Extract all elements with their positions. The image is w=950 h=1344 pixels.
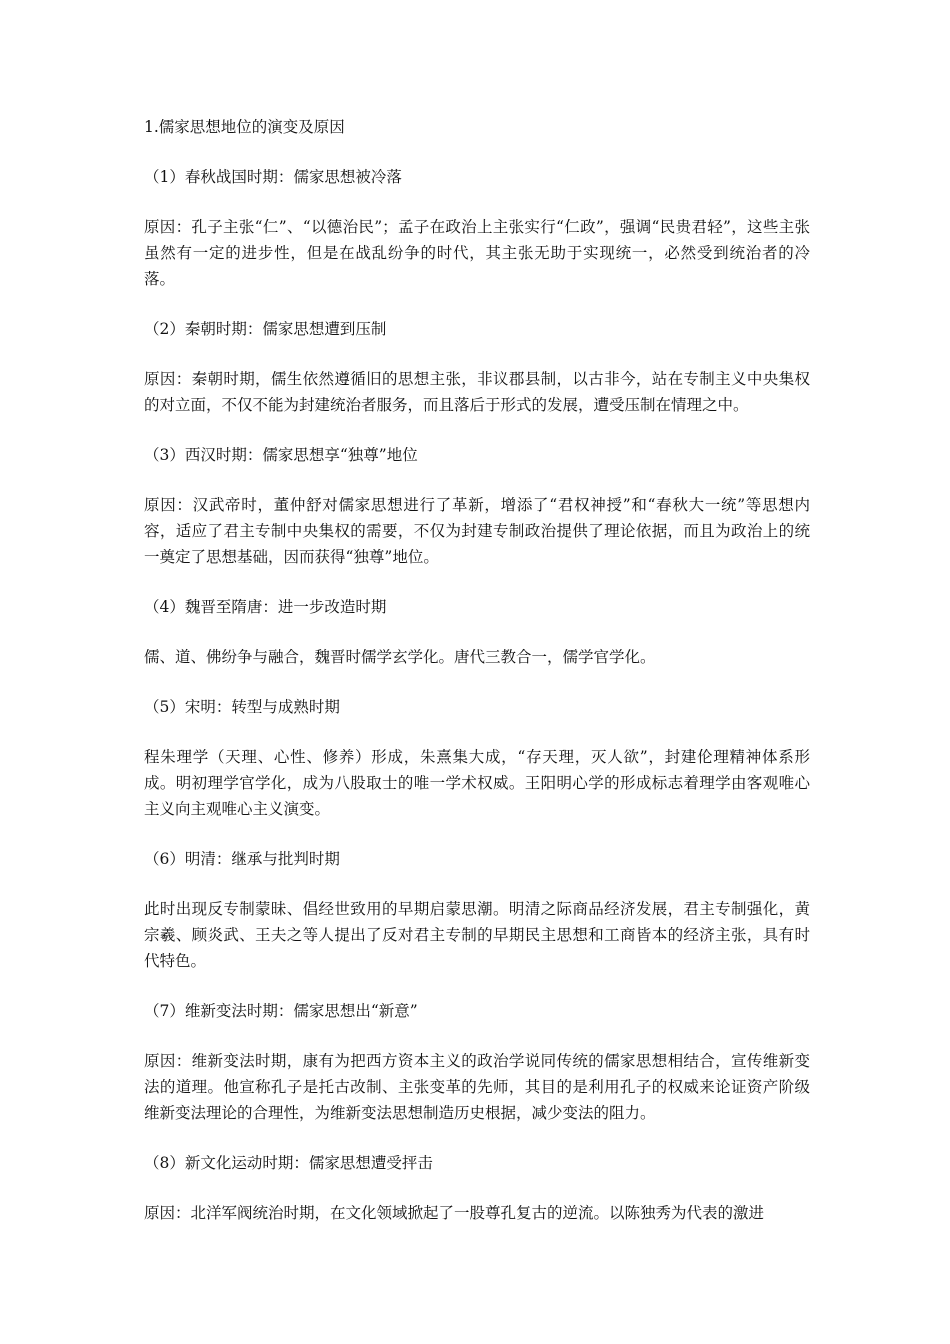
section-text-8: 原因：北洋军阀统治时期，在文化领域掀起了一股尊孔复古的逆流。以陈独秀为代表的激进 [144,1204,765,1222]
section-text-2: 原因：秦朝时期，儒生依然遵循旧的思想主张，非议郡县制，以古非今，站在专制主义中央集权的对立面，不仅不能为封建统治者服务，而且落后于形式的发展，遭受压制在情理之中。 [144,370,810,414]
section-text-5: 程朱理学（天理、心性、修养）形成，朱熹集大成，“存天理，灭人欲”，封建伦理精神体系形成。明初理学官学化，成为八股取士的唯一学术权威。王阳明心学的形成标志着理学由客观唯心主义向主观唯心主义演变。 [144,748,810,818]
section-heading-5: （5）宋明：转型与成熟时期 [144,698,340,716]
section-text-1: 原因：孔子主张“仁”、“以德治民”；孟子在政治上主张实行“仁政”，强调“民贵君轻”，这些主张虽然有一定的进步性，但是在战乱纷争的时代，其主张无助于实现统一，必然受到统治者的冷落。 [144,218,810,288]
section-heading-2: （2）秦朝时期：儒家思想遭到压制 [144,320,387,338]
section-text-7: 原因：维新变法时期，康有为把西方资本主义的政治学说同传统的儒家思想相结合，宣传维新变法的道理。他宣称孔子是托古改制、主张变革的先师，其目的是利用孔子的权威来论证资产阶级维新变法理论的合理性，为维新变法思想制造历史根据，减少变法的阻力。 [144,1052,810,1122]
section-heading-4: （4）魏晋至隋唐：进一步改造时期 [144,598,387,616]
section-heading-8: （8）新文化运动时期：儒家思想遭受抨击 [144,1154,433,1172]
document-title: 1.儒家思想地位的演变及原因 [144,118,345,136]
document-page [144,114,810,1250]
section-heading-6: （6）明清：继承与批判时期 [144,850,340,868]
section-text-6: 此时出现反专制蒙昧、倡经世致用的早期启蒙思潮。明清之际商品经济发展，君主专制强化，黄宗羲、顾炎武、王夫之等人提出了反对君主专制的早期民主思想和工商皆本的经济主张，具有时代特色。 [144,900,810,970]
section-heading-3: （3）西汉时期：儒家思想享“独尊”地位 [144,446,418,464]
section-heading-7: （7）维新变法时期：儒家思想出“新意” [144,1002,418,1020]
section-text-4: 儒、道、佛纷争与融合，魏晋时儒学玄学化。唐代三教合一，儒学官学化。 [144,648,656,666]
section-heading-1: （1）春秋战国时期：儒家思想被冷落 [144,168,402,186]
section-text-3: 原因：汉武帝时，董仲舒对儒家思想进行了革新，增添了“君权神授”和“春秋大一统”等思想内容，适应了君主专制中央集权的需要，不仅为封建专制政治提供了理论依据，而且为政治上的统一奠定了思想基础，因而获得“独尊”地位。 [144,496,810,566]
